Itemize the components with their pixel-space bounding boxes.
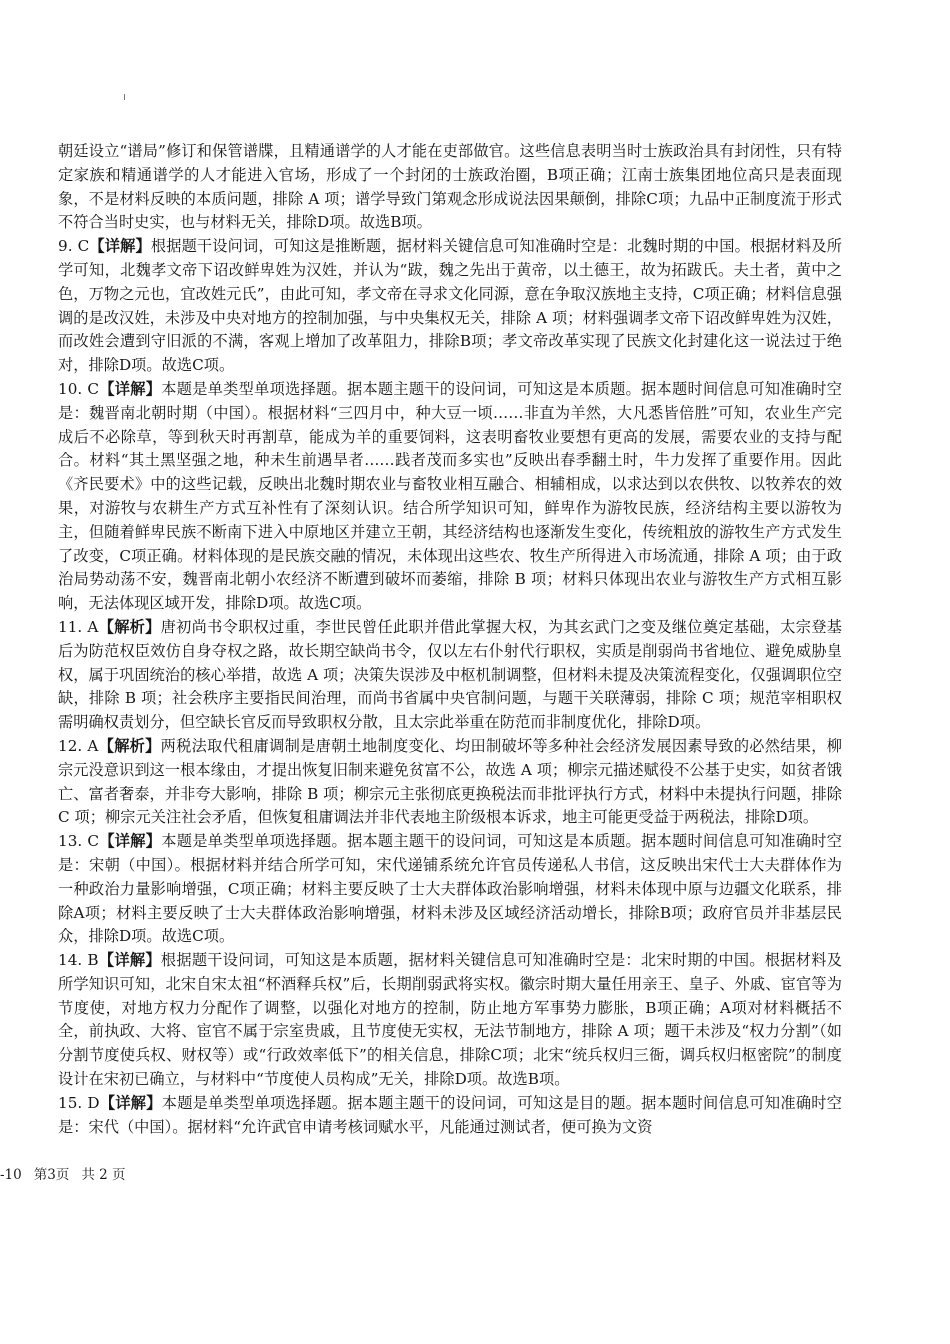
footer-code: -10: [0, 1167, 22, 1183]
page-footer: [0, 1166, 138, 1184]
answer-14: [58, 949, 842, 1092]
paragraph-text: 本题是单类型单项选择题。据本题主题干的设问词，可知这是目的题。据本题时间信息可知准确时空是：宋代（中国）。据材料“允许武官申请考核词赋水平，凡能通过测试者，便可换为文资: [58, 1093, 842, 1136]
paragraph-text: 根据题干设问词，可知这是本质题，据材料关键信息可知准确时空是：北宋时期的中国。根据材料及所学知识可知，北宋自宋太祖“杯酒释兵权”后，长期削弱武将实权。徽宗时期大量任用亲王、皇子、外戚、宦官等为节度使，对地方权力分配作了调整，以强化对地方的控制，防止地方军事势力膨胀，B项正确；A项对材料概括不全，前执政、大将、宦官不属于宗室贵戚，且节度使无实权，无法节制地方，排除 A 项；题干未涉及“权力分割”（如分割节度使兵权、财权等）或“行政效率低下”的相关信息，排除C项；北宋“统兵权归三衙，调兵权归枢密院”的制度设计在宋初已确立，与材料中“节度使人员构成”无关，排除D项。故选B项。: [58, 951, 842, 1089]
paragraph-text: 唐初尚书令职权过重，李世民曾任此职并借此掌握大权，为其玄武门之变及继位奠定基础，太宗登基后为防范权臣效仿自身夺权之路，故长期空缺尚书令，仅以左右仆射代行职权，实质是削弱尚书省地位、避免威胁皇权，属于巩固统治的核心举措，故选 A 项；决策失误涉及中枢机制调整，但材料未提及决策流程变化，仅强调职位空缺，排除 B 项；社会秩序主要指民间治理，而尚书省属中央官制问题，与题干关联薄弱，排除 C 项；规范宰相职权需明确权责划分，但空缺长官反而导致职权分散，且太宗此举重在防范而非制度优化，排除D项。: [58, 617, 842, 732]
answer-number: 14. B: [58, 951, 99, 970]
footer-total-pages: 共 2 页: [81, 1167, 126, 1183]
paragraph-text: 朝廷设立“谱局”修订和保管谱牒，且精通谱学的人才能在吏部做官。这些信息表明当时士族政治具有封闭性，只有特定家族和精通谱学的人才能进入官场，形成了一个封闭的士族政治圈，B项正确；江南士族集团地位高只是表面现象，不是材料反映的本质问题，排除 A 项；谱学导致门第观念形成说法因果颠倒，排除C项；九品中正制度流于形式不符合当时史实，也与材料无关，排除D项。故选B项。: [58, 142, 842, 232]
answer-number: 11. A: [58, 617, 99, 636]
answer-tag: 【详解】: [99, 832, 162, 851]
answer-number: 9. C: [58, 237, 90, 256]
answer-tag: 【解析】: [98, 617, 161, 636]
answer-11: [58, 616, 842, 735]
answer-tag: 【详解】: [89, 237, 151, 256]
answer-tag: 【详解】: [99, 379, 162, 398]
paragraph-text: 两税法取代租庸调制是唐朝土地制度变化、均田制破坏等多种社会经济发展因素导致的必然结果，柳宗元没意识到这一根本缘由，才提出恢复旧制来避免贫富不公，故选 A 项；柳宗元描述赋役不公基于史实，如贫者饿亡、富者奢泰，并非夸大影响，排除 B 项；柳宗元主张彻底更换税法而非批评执行方式，材料中未提执行问题，排除 C 项；柳宗元关注社会矛盾，但恢复租庸调法并非代表地主阶级根本诉求，地主可能更受益于两税法，排除D项。: [58, 736, 842, 827]
answer-9: [58, 235, 842, 378]
answer-tag: 【详解】: [98, 951, 161, 970]
answer-explanations: [58, 140, 842, 1139]
paragraph-text: 本题是单类型单项选择题。据本题主题干的设问词，可知这是本质题。据本题时间信息可知准确时空是：魏晋南北朝时期（中国）。根据材料“三四月中，种大豆一顷……非直为羊然，大凡悉皆倍胜”可知，农业生产完成后不必除草，等到秋天时再割草，能成为羊的重要饲料，这表明畜牧业要想有更高的发展，需要农业的支持与配合。材料“其土黑坚强之地，种未生前遇旱者……践者茂而多实也”反映出春季翻土时，牛力发挥了重要作用。因此《齐民要术》中的这些记载，反映出北魏时期农业与畜牧业相互融合、相辅相成，以求达到以农供牧、以牧养农的效果，对游牧与农耕生产方式互补性有了深刻认识。结合所学知识可知，鲜卑作为游牧民族，经济结构主要以游牧为主，但随着鲜卑民族不断南下进入中原地区并建立王朝，其经济结构也逐渐发生变化，传统粗放的游牧生产方式发生了改变，C项正确。材料体现的是民族交融的情况，未体现出这些农、牧生产所得进入市场流通，排除 A 项；由于政治局势动荡不安，魏晋南北朝小农经济不断遭到破坏而萎缩，排除 B 项；材料只体现出农业与游牧生产方式相互影响，无法体现区域开发，排除D项。故选C项。: [58, 379, 842, 613]
paragraph-continuation: [58, 140, 842, 235]
answer-number: 12. A: [58, 736, 99, 755]
answer-tag: 【解析】: [98, 736, 161, 755]
footer-page-number: 第3页: [33, 1167, 70, 1183]
page-mark: [124, 94, 125, 100]
paragraph-text: 本题是单类型单项选择题。据本题主题干的设问词，可知这是本质题。据本题时间信息可知准确时空是：宋朝（中国）。根据材料并结合所学可知，宋代递铺系统允许官员传递私人书信，这反映出宋代士大夫群体作为一种政治力量影响增强，C项正确；材料主要反映了士大夫群体政治影响增强，材料未体现中原与边疆文化联系，排除A项；材料主要反映了士大夫群体政治影响增强，材料未涉及区域经济活动增长，排除B项；政府官员并非基层民众，排除D项。故选C项。: [58, 832, 842, 946]
answer-number: 10. C: [58, 379, 100, 398]
answer-number: 13. C: [58, 832, 100, 851]
answer-10: [58, 378, 842, 616]
answer-tag: 【详解】: [99, 1093, 162, 1112]
answer-12: [58, 735, 842, 830]
paragraph-text: 根据题干设问词，可知这是推断题，据材料关键信息可知准确时空是：北魏时期的中国。根据材料及所学可知，北魏孝文帝下诏改鲜卑姓为汉姓，并认为“跋，魏之先出于黄帝，以土德王，故为拓跋氏。夫土者，黄中之色，万物之元也，宜改姓元氏”，由此可知，孝文帝在寻求文化同源，意在争取汉族地主支持，C项正确；材料信息强调的是改汉姓，未涉及中央对地方的控制加强，与中央集权无关，排除 A 项；材料强调孝文帝下诏改鲜卑姓为汉姓，而改姓会遭到守旧派的不满，客观上增加了改革阻力，排除B项；孝文帝改革实现了民族文化封建化这一说法过于绝对，排除D项。故选C项。: [58, 237, 843, 375]
answer-13: [58, 830, 842, 949]
answer-number: 15. D: [58, 1093, 100, 1112]
answer-15: [58, 1092, 842, 1140]
